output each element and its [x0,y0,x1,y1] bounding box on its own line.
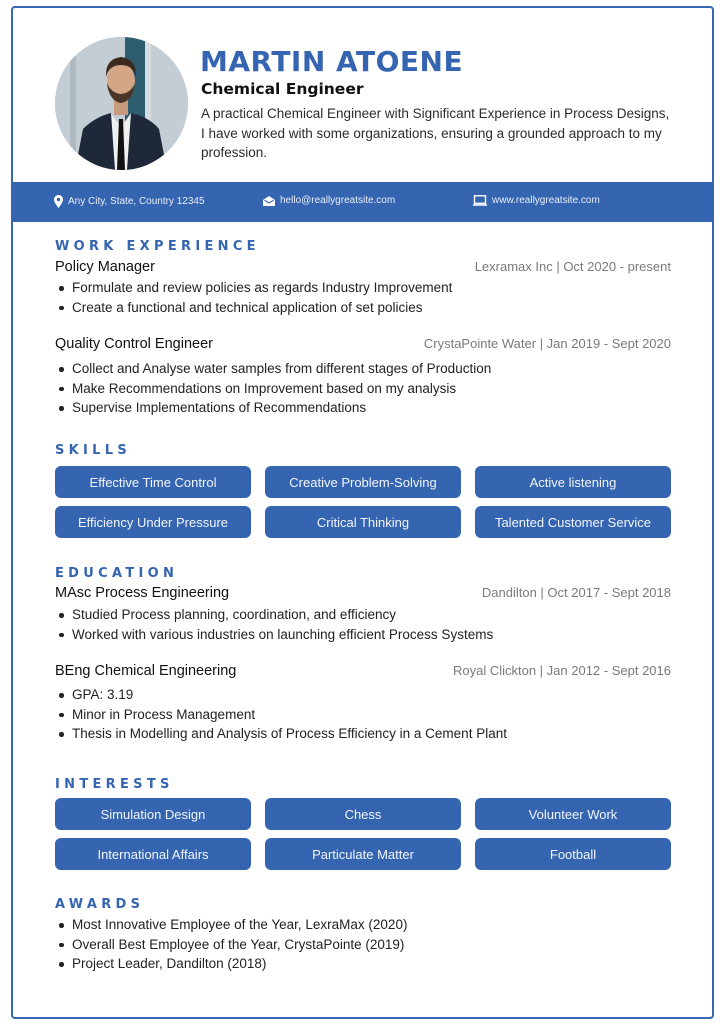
work-entry-meta: Lexramax Inc | Oct 2020 - present [474,259,671,274]
skill-pill: Effective Time Control [55,466,251,498]
interest-pill: Particulate Matter [265,838,461,870]
work-entry-header [55,259,671,275]
education-entry-header [55,585,671,601]
section-title-education: EDUCATION [55,566,179,581]
interest-pill: International Affairs [55,838,251,870]
candidate-name: MARTIN ATOENE [200,45,464,78]
skill-pill: Active listening [475,466,671,498]
work-entry-bullets [55,278,452,317]
skill-pill: Talented Customer Service [475,506,671,538]
job-title: Chemical Engineer [201,80,364,98]
address-text: Any City, State, Country 12345 [68,196,205,207]
award-item: Overall Best Employee of the Year, CrystaPointe (2019) [55,935,407,955]
contact-address [54,195,205,208]
skill-pill: Critical Thinking [265,506,461,538]
bullet-item: Thesis in Modelling and Analysis of Process Efficiency in a Cement Plant [55,724,507,744]
bullet-item: Create a functional and technical application of set policies [55,298,452,318]
work-entry-bullets [55,359,491,418]
award-item: Most Innovative Employee of the Year, LexraMax (2020) [55,915,407,935]
section-title-interests: INTERESTS [55,777,174,792]
bullet-item: Formulate and review policies as regards Industry Improvement [55,278,452,298]
profile-photo [55,37,188,170]
profile-summary: A practical Chemical Engineer with Significant Experience in Process Designs, I have worked with some organizations, ensuring a grounded approach to my profession. [201,106,670,160]
education-entry-bullets [55,605,493,644]
awards-list [55,915,407,974]
section-title-skills: SKILLS [55,443,132,458]
bullet-item: Make Recommendations on Improvement based on my analysis [55,379,491,399]
contact-email[interactable] [263,195,395,206]
contact-bar [11,182,714,222]
education-entry-degree: MAsc Process Engineering [55,585,230,601]
interests-grid [55,798,671,870]
skills-grid [55,466,671,538]
work-entry-position: Quality Control Engineer [55,336,213,352]
education-entry-bullets [55,685,507,744]
skill-pill: Efficiency Under Pressure [55,506,251,538]
bullet-item: GPA: 3.19 [55,685,507,705]
bullet-item: Supervise Implementations of Recommendations [55,398,491,418]
education-entry-degree: BEng Chemical Engineering [55,663,237,679]
interest-pill: Football [475,838,671,870]
section-title-awards: AWARDS [55,897,145,912]
interest-pill: Chess [265,798,461,830]
portrait-image [55,37,188,170]
bullet-item: Collect and Analyse water samples from different stages of Production [55,359,491,379]
skill-pill: Creative Problem-Solving [265,466,461,498]
email-text[interactable]: hello@reallygreatsite.com [280,195,396,206]
interest-pill: Volunteer Work [475,798,671,830]
contact-website[interactable] [473,195,600,206]
location-pin-icon [54,195,63,208]
envelope-icon [263,196,275,206]
education-entry-header [55,663,671,679]
work-entry-header [55,336,671,352]
award-item: Project Leader, Dandilton (2018) [55,954,407,974]
education-entry-meta: Royal Clickton | Jan 2012 - Sept 2016 [452,663,671,678]
website-text[interactable]: www.reallygreatsite.com [492,195,600,206]
work-entry-position: Policy Manager [55,259,155,275]
section-title-work-experience: WORK EXPERIENCE [55,239,260,254]
laptop-icon [473,195,487,206]
work-entry-meta: CrystaPointe Water | Jan 2019 - Sept 2020 [423,336,671,351]
interest-pill: Simulation Design [55,798,251,830]
bullet-item: Worked with various industries on launching efficient Process Systems [55,625,493,645]
bullet-item: Minor in Process Management [55,705,507,725]
bullet-item: Studied Process planning, coordination, and efficiency [55,605,493,625]
education-entry-meta: Dandilton | Oct 2017 - Sept 2018 [481,585,671,600]
